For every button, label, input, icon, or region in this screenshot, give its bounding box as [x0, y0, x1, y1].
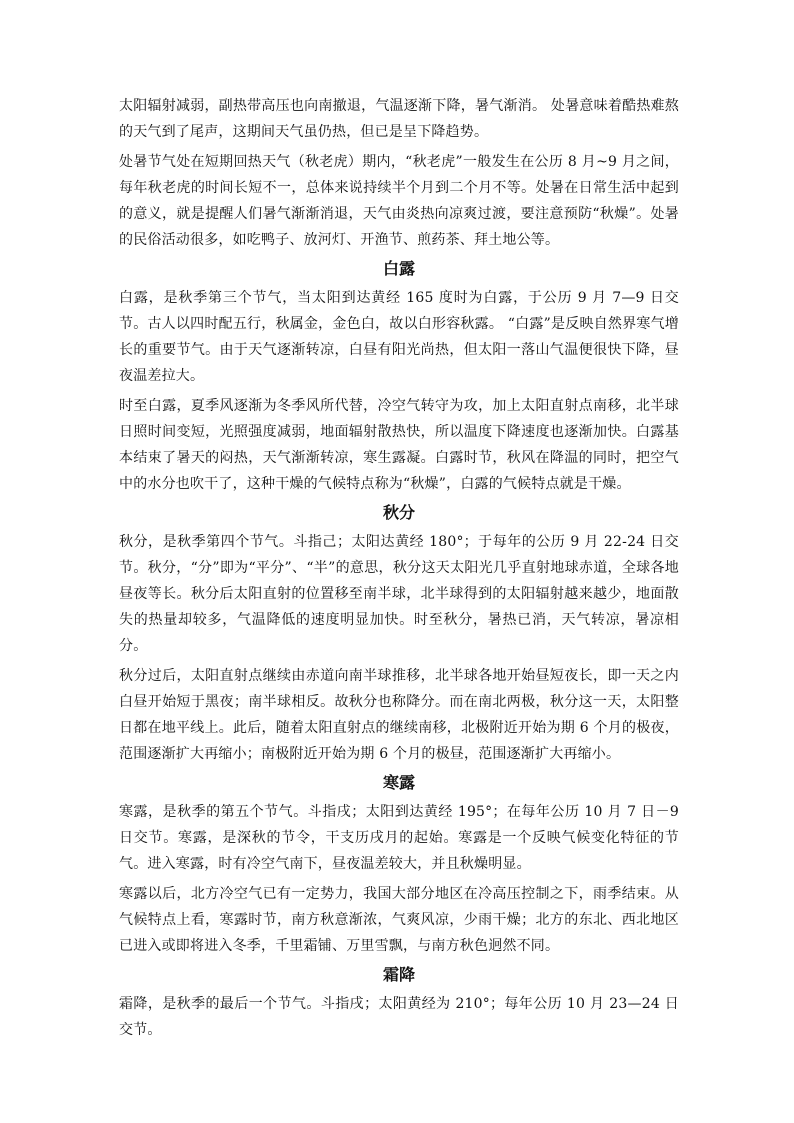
section-heading-qiufen: 秋分: [382, 503, 415, 522]
paragraph-bailu-intro: 白露，是秋季第三个节气，当太阳到达黄经 165 度时为白露，于公历 9 月 7—9 日交节。古人以四时配五行，秋属金，金色白，故以白形容秋露。 “白露”是反映自然界寒气增长的重要节气。由于天气逐渐转凉，白昼有阳光尚热，但太阳一落山气温便很快下降，昼夜温差拉大。: [119, 290, 679, 384]
paragraph-shuangjiang-intro: 霜降，是秋季的最后一个节气。斗指戌；太阳黄经为 210°；每年公历 10 月 23—24 日交节。: [119, 996, 679, 1038]
document-body: [119, 93, 679, 1047]
paragraph-qiufen-intro: 秋分，是秋季第四个节气。斗指己；太阳达黄经 180°；于每年的公历 9 月 22-24 日交节。秋分，“分”即为“平分”、“半”的意思，秋分这天太阳光几乎直射地球赤道，全球各地昼夜等长。秋分后太阳直射的位置移至南半球，北半球得到的太阳辐射越来越少，地面散失的热量却较多，气温降低的速度明显加快。时至秋分，暑热已消，天气转凉，暑凉相分。: [119, 534, 679, 654]
paragraph-hanlu-intro: 寒露，是秋季的第五个节气。斗指戌；太阳到达黄经 195°；在每年公历 10 月 7 日－9 日交节。寒露，是深秋的节令，干支历戌月的起始。寒露是一个反映气候变化特征的节气。进入寒露，时有冷空气南下，昼夜温差较大，并且秋燥明显。: [119, 804, 679, 872]
paragraph-bailu-climate: 时至白露，夏季风逐渐为冬季风所代替，冷空气转守为攻，加上太阳直射点南移，北半球日照时间变短，光照强度减弱，地面辐射散热快，所以温度下降速度也逐渐加快。白露基本结束了暑天的闷热，天气渐渐转凉，寒生露凝。白露时节，秋风在降温的同时，把空气中的水分也吹干了，这种干燥的气候特点称为“秋燥”，白露的气候特点就是干燥。: [119, 398, 679, 492]
section-heading-shuangjiang: 霜降: [382, 965, 415, 984]
paragraph-chushu-intro: 太阳辐射减弱，副热带高压也向南撤退，气温逐渐下降，暑气渐消。 处暑意味着酷热难熬的天气到了尾声，这期间天气虽仍热，但已是呈下降趋势。: [119, 98, 679, 140]
section-heading-bailu: 白露: [382, 259, 415, 278]
paragraph-hanlu-after: 寒露以后，北方冷空气已有一定势力，我国大部分地区在冷高压控制之下，雨季结束。从气候特点上看，寒露时节，南方秋意渐浓，气爽风凉，少雨干燥；北方的东北、西北地区已进入或即将进入冬季，千里霜铺、万里雪飘，与南方秋色迥然不同。: [119, 886, 679, 954]
paragraph-qiufen-after: 秋分过后，太阳直射点继续由赤道向南半球推移，北半球各地开始昼短夜长，即一天之内白昼开始短于黑夜；南半球相反。故秋分也称降分。而在南北两极，秋分这一天，太阳整日都在地平线上。此后，随着太阳直射点的继续南移，北极附近开始为期 6 个月的极夜，范围逐渐扩大再缩小；南极附近开始为期 6 个月的极昼，范围逐渐扩大再缩小。: [119, 668, 679, 762]
paragraph-chushu-qiulaohu: 处暑节气处在短期回热天气（秋老虎）期内，“秋老虎”一般发生在公历 8 月~9 月之间，每年秋老虎的时间长短不一，总体来说持续半个月到二个月不等。处暑在日常生活中起到的意义，就是提醒人们暑气渐渐消退，天气由炎热向凉爽过渡，要注意预防“秋燥”。处暑的民俗活动很多，如吃鸭子、放河灯、开渔节、煎药茶、拜土地公等。: [119, 154, 679, 248]
section-heading-hanlu: 寒露: [382, 773, 415, 792]
